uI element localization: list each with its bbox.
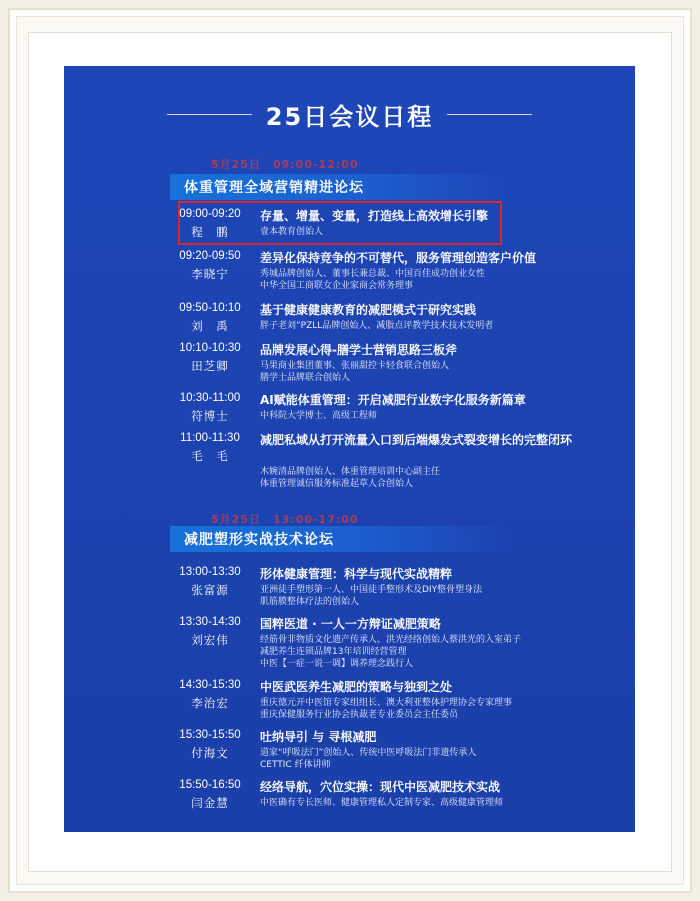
- item-time: 10:30-11:00: [179, 392, 241, 404]
- item-time: 15:50-16:50: [179, 779, 241, 791]
- item-speaker: 付海文: [191, 746, 229, 760]
- item-speaker: 符博士: [191, 409, 229, 423]
- item-topic: 中医武医养生减肥的策略与独到之处: [260, 680, 453, 694]
- item-speaker: 闫金慧: [191, 796, 229, 810]
- item-desc-line: 中科院大学博士、高级工程师: [260, 411, 378, 421]
- item-time: 13:30-14:30: [179, 616, 241, 628]
- item-desc-line: 肌筋膜整体疗法的创始人: [260, 597, 360, 607]
- item-desc-line: 减肥养生连锁品牌13年培训经营管理: [260, 647, 407, 657]
- item-desc-line: 重庆保健服务行业协会执裁老专业委员会主任委员: [260, 710, 459, 720]
- item-speaker: 张富源: [191, 583, 229, 597]
- item-topic: 差异化保持竞争的不可替代，服务管理创造客户价值: [260, 251, 537, 265]
- item-desc-line: 中医【一症一说一调】调养理念践行人: [260, 659, 414, 669]
- item-time: 09:20-09:50: [179, 250, 241, 262]
- item-desc-line: 亚洲徒手塑形第一人、中国徒手整形术及DIY整骨塑身法: [260, 585, 483, 595]
- item-desc-line: 秀城品牌创始人、董事长兼总裁、中国百佳成功创业女性: [260, 269, 486, 279]
- title-row: [64, 96, 635, 132]
- item-speaker: 田芝卿: [191, 359, 229, 373]
- item-time: 13:00-13:30: [179, 566, 241, 578]
- page-title: 25日会议日程: [265, 102, 434, 131]
- item-desc-line: CETTIC 纤体讲师: [260, 760, 331, 770]
- section-1-header: [170, 174, 510, 200]
- item-desc-line: 重庆德元开中医馆专家组组长、澳大利亚整体护理协会专家理事: [260, 698, 513, 708]
- section-2-header: [170, 526, 510, 552]
- item-speaker: 刘宏伟: [191, 633, 229, 647]
- item-time: 15:30-15:50: [179, 729, 241, 741]
- item-desc-line: 胖子老刘”PZLL品牌创始人、减脂点评教学技术技术发明者: [260, 321, 494, 331]
- item-speaker: 李治宏: [191, 696, 229, 710]
- item-desc-line: 经筋骨非物质文化遗产传承人、洪光经络创始人蔡洪光的入室弟子: [260, 635, 522, 645]
- item-desc-line: 木婉清品牌创始人、体重管理培训中心副主任: [260, 467, 441, 477]
- item-desc-line: 体重管理诚信服务标准起草人合创始人: [260, 479, 414, 489]
- item-desc-line: 马果商业集团董事、张丽甜控卡轻食联合创始人: [260, 361, 450, 371]
- item-topic: 吐纳导引 与 寻根减肥: [260, 730, 377, 744]
- item-time: 09:00-09:20: [179, 208, 241, 220]
- item-speaker: 毛 毛: [191, 449, 229, 463]
- title-divider-right: [447, 114, 532, 115]
- item-speaker: 刘 禹: [191, 319, 229, 333]
- item-speaker: 李晓宁: [191, 267, 229, 281]
- item-topic: 形体健康管理：科学与现代实战精粹: [260, 567, 453, 581]
- item-speaker: 程 鹏: [191, 225, 229, 239]
- item-desc-line: 中医确有专长医师、健康管理私人定制专家、高级健康管理师: [260, 798, 504, 808]
- item-topic: 经络导航，穴位实操：现代中医减肥技术实战: [260, 780, 501, 794]
- item-topic: 品牌发展心得-膳学士营销思路三板斧: [260, 343, 457, 357]
- item-desc-line: 膳学士品牌联合创始人: [260, 373, 351, 383]
- item-topic: 存量、增量、变量，打造线上高效增长引擎: [260, 209, 489, 223]
- title-divider-left: [167, 114, 252, 115]
- item-desc-line: 中华全国工商联女企业家商会常务理事: [260, 281, 414, 291]
- section-2-date: 5月25日 13:00-17:00: [211, 513, 359, 526]
- section-1-date: 5月25日 09:00-12:00: [211, 158, 359, 171]
- item-topic: 减肥私域从打开流量入口到后端爆发式裂变增长的完整闭环: [260, 433, 573, 447]
- item-time: 10:10-10:30: [179, 342, 241, 354]
- item-topic: 基于健康健康教育的减肥模式于研究实践: [260, 303, 477, 317]
- item-time: 11:00-11:30: [180, 432, 240, 444]
- section-1-title: 体重管理全域营销精进论坛: [184, 180, 364, 196]
- item-time: 09:50-10:10: [179, 302, 241, 314]
- item-topic: 国粹医道 · 一人一方辩证减肥策略: [260, 617, 441, 631]
- section-2-title: 减肥塑形实战技术论坛: [184, 532, 334, 548]
- item-time: 14:30-15:30: [179, 679, 241, 691]
- item-topic: AI赋能体重管理：开启减肥行业数字化服务新篇章: [260, 393, 526, 407]
- item-desc-line: 壹本教育创始人: [260, 227, 324, 237]
- schedule-poster: [64, 66, 635, 832]
- item-desc-line: 道家“呼吸法门”创始人、传统中医呼吸法门非遗传承人: [260, 748, 477, 758]
